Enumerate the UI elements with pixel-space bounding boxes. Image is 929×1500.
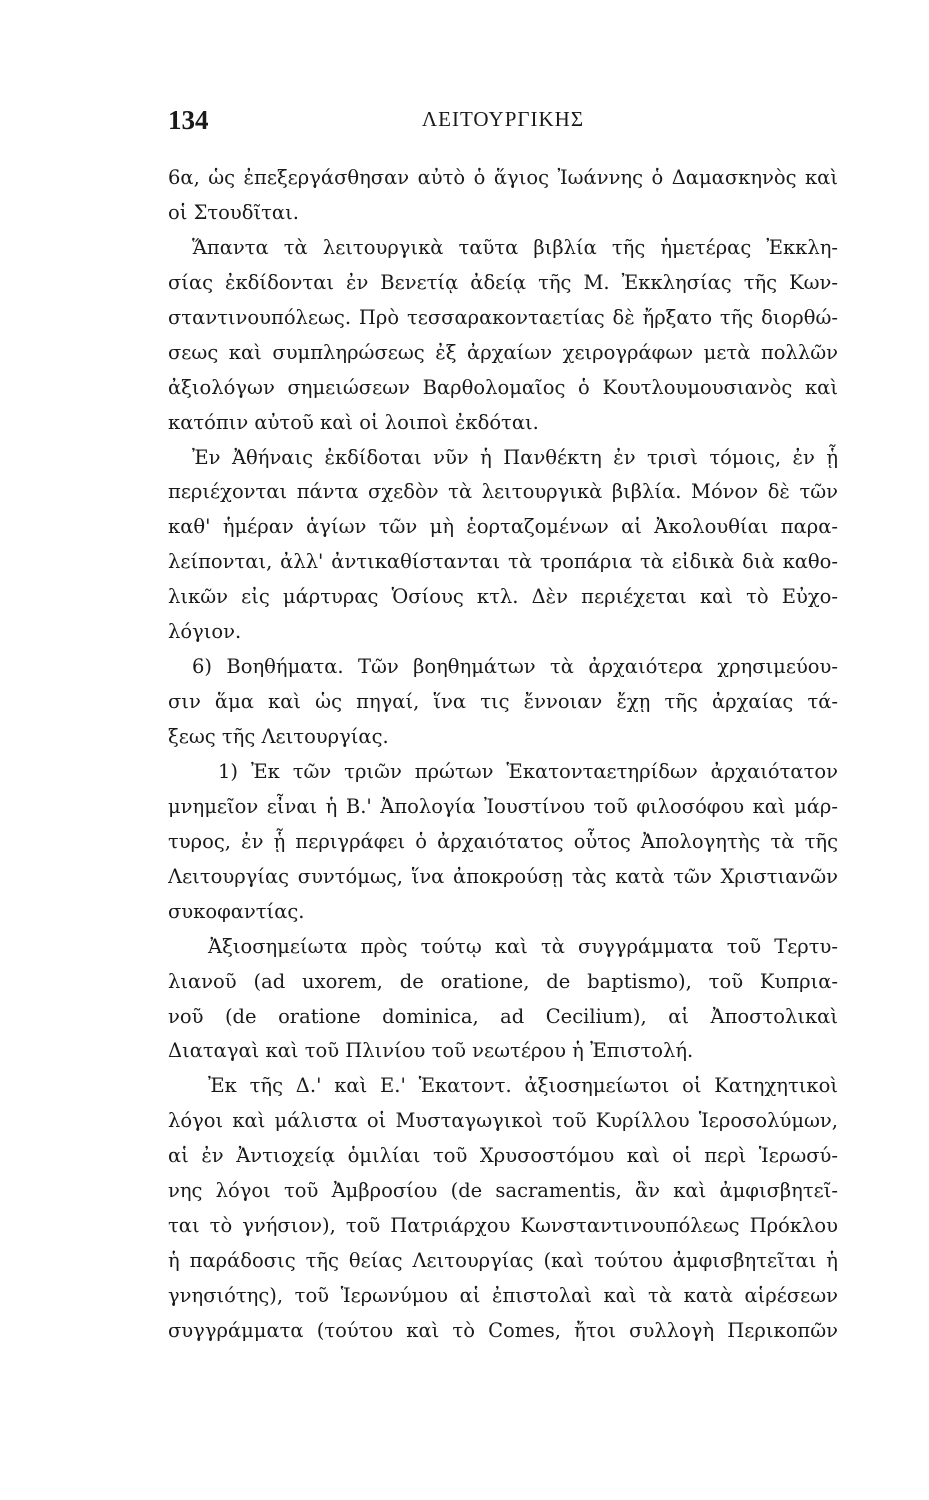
text-line: αἱ ἐν Ἀντιοχείᾳ ὁμιλίαι τοῦ Χρυσοστόμου καὶ οἱ περὶ Ἱερωσύ- bbox=[168, 1144, 838, 1168]
page-number: 134 bbox=[168, 105, 209, 135]
body-text bbox=[168, 161, 838, 1349]
text-line: 1) Ἐκ τῶν τριῶν πρώτων Ἑκατονταετηρίδων ἀρχαιότατον bbox=[218, 759, 838, 783]
text-line: 6α, ὡς ἐπεξεργάσθησαν αὐτὸ ὁ ἅγιος Ἰωάννης ὁ Δαμασκηνὸς καὶ bbox=[168, 166, 838, 189]
text-line: σεως καὶ συμπληρώσεως ἐξ ἀρχαίων χειρογράφων μετὰ πολλῶν bbox=[168, 340, 838, 364]
text-line: συκοφαντίας. bbox=[168, 899, 305, 923]
text-line: 6) Βοηθήματα. Τῶν βοηθημάτων τὰ ἀρχαιότερα χρησιμεύου- bbox=[192, 655, 838, 679]
text-line: νης λόγοι τοῦ Ἀμβροσίου (de sacramentis, ἂν καὶ ἀμφισβητεῖ- bbox=[168, 1179, 838, 1203]
text-line: σίας ἐκδίδονται ἐν Βενετίᾳ ἀδείᾳ τῆς Μ. Ἐκκλησίας τῆς Κων- bbox=[168, 270, 838, 294]
text-line: σιν ἅμα καὶ ὡς πηγαί, ἵνα τις ἔννοιαν ἔχῃ τῆς ἀρχαίας τά- bbox=[168, 690, 838, 714]
running-head: ΛΕΙΤΟΥΡΓΙΚΗΣ bbox=[421, 107, 585, 131]
text-line: γνησιότης), τοῦ Ἱερωνύμου αἱ ἐπιστολαὶ καὶ τὰ κατὰ αἱρέσεων bbox=[168, 1284, 838, 1307]
text-line: καθ' ἡμέραν ἁγίων τῶν μὴ ἑορταζομένων αἱ Ἀκολουθίαι παρα- bbox=[168, 515, 838, 539]
text-line: λικῶν εἰς μάρτυρας Ὁσίους κτλ. Δὲν περιέχεται καὶ τὸ Εὐχο- bbox=[168, 585, 838, 609]
text-line: σταντινουπόλεως. Πρὸ τεσσαρακονταετίας δὲ ἤρξατο τῆς διορθώ- bbox=[168, 305, 838, 329]
page-header bbox=[168, 105, 838, 135]
text-line: λόγοι καὶ μάλιστα οἱ Μυσταγωγικοὶ τοῦ Κυρίλλου Ἱεροσολύμων, bbox=[168, 1109, 838, 1133]
text-line: Διαταγαὶ καὶ τοῦ Πλινίου τοῦ νεωτέρου ἡ Ἐπιστολή. bbox=[168, 1039, 694, 1063]
text-line: οἱ Στουδῖται. bbox=[168, 200, 299, 224]
text-line: κατόπιν αὐτοῦ καὶ οἱ λοιποὶ ἐκδόται. bbox=[168, 410, 539, 434]
text-line: λιανοῦ (ad uxorem, de oratione, de baptismo), τοῦ Κυπρια- bbox=[168, 969, 838, 993]
text-line: λείπονται, ἀλλ' ἀντικαθίστανται τὰ τροπάρια τὰ εἰδικὰ διὰ καθο- bbox=[168, 550, 838, 574]
text-line: ξεως τῆς Λειτουργίας. bbox=[168, 725, 389, 748]
text-line: νοῦ (de oratione dominica, ad Cecilium), αἱ Ἀποστολικαὶ bbox=[168, 1004, 838, 1028]
text-line: Λειτουργίας συντόμως, ἵνα ἀποκρούσῃ τὰς κατὰ τῶν Χριστιανῶν bbox=[168, 864, 838, 888]
text-line: ἀξιολόγων σημειώσεων Βαρθολομαῖος ὁ Κουτλουμουσιανὸς καὶ bbox=[168, 375, 838, 399]
text-line: Ἅπαντα τὰ λειτουργικὰ ταῦτα βιβλία τῆς ἡμετέρας Ἐκκλη- bbox=[192, 235, 838, 259]
text-line: ἡ παράδοσις τῆς θείας Λειτουργίας (καὶ τούτου ἀμφισβητεῖται ἡ bbox=[168, 1249, 838, 1273]
text-line: Ἀξιοσημείωτα πρὸς τούτῳ καὶ τὰ συγγράμματα τοῦ Τερτυ- bbox=[208, 934, 838, 958]
text-line: τυρος, ἐν ᾗ περιγράφει ὁ ἀρχαιότατος οὗτος Ἀπολογητὴς τὰ τῆς bbox=[168, 829, 838, 853]
text-line: λόγιον. bbox=[168, 620, 242, 644]
text-line: συγγράμματα (τούτου καὶ τὸ Comes, ἤτοι συλλογὴ Περικοπῶν bbox=[168, 1318, 838, 1342]
text-line: Ἐκ τῆς Δ.' καὶ Ε.' Ἑκατοντ. ἀξιοσημείωτοι οἱ Κατηχητικοὶ bbox=[208, 1074, 838, 1098]
text-line: Ἐν Ἀθήναις ἐκδίδοται νῦν ἡ Πανθέκτη ἐν τρισὶ τόμοις, ἐν ᾗ bbox=[192, 445, 838, 469]
text-line: ται τὸ γνήσιον), τοῦ Πατριάρχου Κωνσταντινουπόλεως Πρόκλου bbox=[168, 1214, 838, 1238]
text-line: περιέχονται πάντα σχεδὸν τὰ λειτουργικὰ βιβλία. Μόνον δὲ τῶν bbox=[168, 480, 838, 504]
text-line: μνημεῖον εἶναι ἡ Β.' Ἀπολογία Ἰουστίνου τοῦ φιλοσόφου καὶ μάρ- bbox=[168, 794, 838, 818]
